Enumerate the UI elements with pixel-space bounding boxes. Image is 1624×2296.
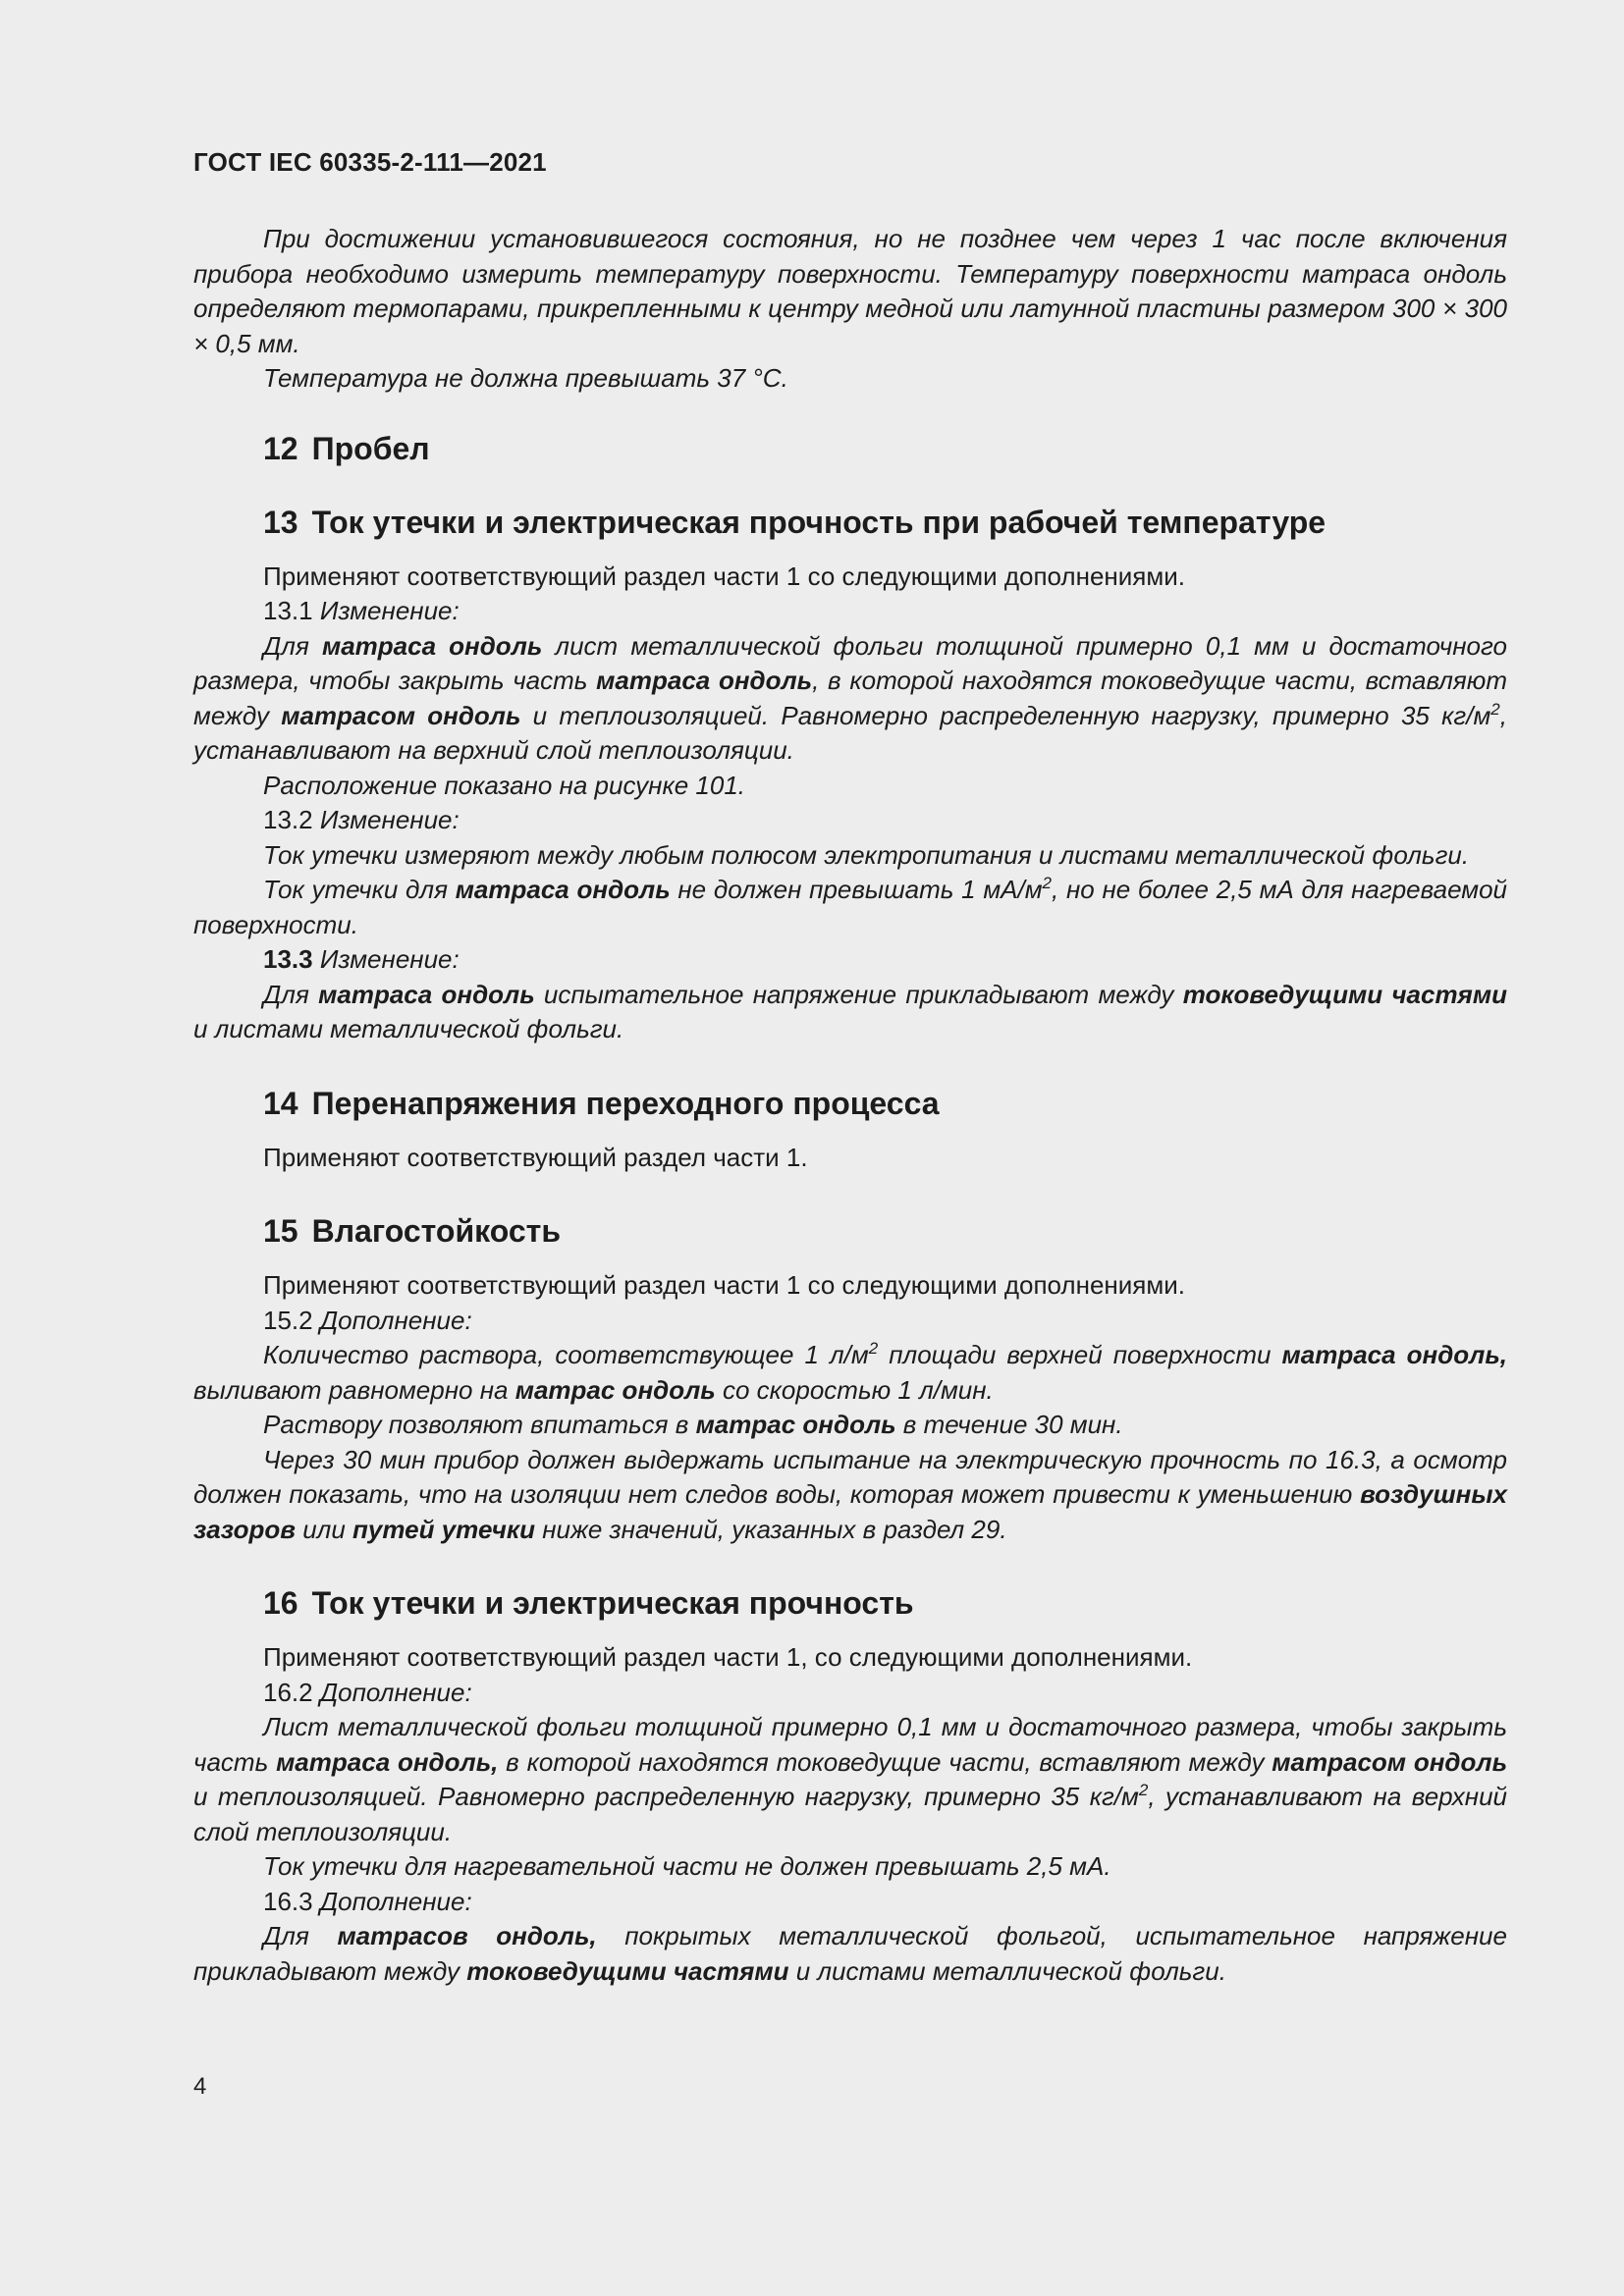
defined-term: матраса ондоль (596, 666, 813, 695)
text-run: Ток утечки для (263, 875, 456, 904)
text-run: или (296, 1514, 353, 1544)
defined-term: матраса ондоль, (276, 1746, 499, 1777)
superscript: 2 (1042, 874, 1053, 892)
clause-13-2-label (193, 803, 1507, 838)
text-run: площади верхней поверхности (878, 1340, 1282, 1369)
document-body (193, 222, 1507, 1989)
defined-term: матрасом ондоль (281, 700, 521, 730)
clause-number: 15.2 (263, 1305, 313, 1335)
text-run: в течение 30 мин. (895, 1410, 1123, 1439)
section-14-intro: Применяют соответствующий раздел части 1. (263, 1142, 808, 1172)
intro-temperature-limit: Температура не должна превышать 37 °С. (263, 363, 788, 393)
clause-number: 13.3 (263, 944, 313, 974)
defined-term: матрас ондоль (514, 1374, 716, 1405)
section-12-heading (193, 429, 1507, 468)
defined-term: матраса ондоль (321, 630, 543, 661)
section-14-heading (193, 1084, 1507, 1123)
text-run: покрытых металлической фольгой, испытательное напряжение прикладывают между (193, 1921, 1507, 1986)
clause-16-2-label (193, 1676, 1507, 1711)
superscript: 2 (1138, 1781, 1149, 1799)
clause-13-1-text (193, 629, 1507, 769)
clause-label: Изменение: (319, 805, 460, 834)
intro-paragraph: При достижении установившегося состояния, но не позднее чем через 1 час после включения прибора необходимо измерить температуру поверхности. Температуру поверхности матраса ондоль определяют термопарами, прикрепленными к центру медной или латунной пластины размером 300 × 300 × 0,5 мм. (193, 224, 1507, 358)
text-run: лист металлической фольги толщиной примерно 0,1 мм и достаточного размера, чтобы закрыть часть (193, 630, 1507, 695)
clause-label: Дополнение: (319, 1305, 472, 1335)
clause-number: 13.2 (263, 805, 313, 834)
defined-term: матрас ондоль (695, 1410, 896, 1439)
superscript: 2 (868, 1339, 879, 1358)
text-run: Через 30 мин прибор должен выдержать испытание на электрическую прочность по 16.3, а осмотр должен показать, что на изоляции нет следов воды, которая может привести к уменьшению (193, 1444, 1507, 1509)
defined-term: матрасов ондоль, (337, 1921, 597, 1950)
text-run: и листами металлической фольги. (193, 1014, 624, 1043)
clause-number: 16.2 (263, 1677, 313, 1707)
text-run: Для (263, 1921, 338, 1950)
defined-term: матраса ондоль, (1281, 1340, 1508, 1369)
section-number: 12 (263, 430, 298, 466)
section-title: Влагостойкость (311, 1213, 561, 1249)
text-run: Лист металлической фольги толщиной примерно 0,1 мм и достаточного размера, чтобы закрыть часть (193, 1712, 1507, 1777)
page-number: 4 (193, 2073, 207, 2100)
text-run: и теплоизоляцией. Равномерно распределенную нагрузку, примерно 35 кг/м (520, 700, 1491, 730)
clause-16-2-limit: Ток утечки для нагревательной части не должен превышать 2,5 мА. (263, 1851, 1111, 1881)
defined-term: матрасом ондоль (1272, 1746, 1508, 1777)
text-run: выливают равномерно на (193, 1374, 515, 1405)
clause-15-2-test (193, 1443, 1507, 1548)
text-run: и теплоизоляцией. Равномерно распределенную нагрузку, примерно 35 кг/м (193, 1782, 1139, 1811)
clause-number: 16.3 (263, 1886, 313, 1916)
clause-label: Дополнение: (319, 1886, 472, 1916)
clause-16-3-text (193, 1919, 1507, 1989)
clause-13-1-label (193, 594, 1507, 629)
section-number: 15 (263, 1213, 298, 1249)
section-15-intro: Применяют соответствующий раздел части 1 со следующими дополнениями. (263, 1270, 1185, 1300)
superscript: 2 (1490, 699, 1500, 719)
section-title: Перенапряжения переходного процесса (311, 1085, 940, 1121)
text-run: ниже значений, указанных в раздел 29. (534, 1514, 1007, 1544)
clause-16-3-label (193, 1885, 1507, 1920)
section-number: 16 (263, 1585, 298, 1621)
section-13-intro: Применяют соответствующий раздел части 1 со следующими дополнениями. (263, 561, 1185, 591)
defined-term: матраса ондоль (455, 875, 671, 904)
section-13-heading (193, 503, 1507, 542)
text-run: , устанавливают на верхний слой теплоизоляции. (193, 700, 1507, 765)
text-run: , но не более 2,5 мА для нагреваемой поверхности. (193, 875, 1507, 939)
clause-15-2-text (193, 1338, 1507, 1408)
defined-term: воздушных зазоров (193, 1479, 1507, 1544)
text-run: , устанавливают на верхний слой теплоизоляции. (193, 1782, 1507, 1846)
defined-term: матраса ондоль (318, 979, 535, 1009)
section-16-intro: Применяют соответствующий раздел части 1, со следующими дополнениями. (263, 1642, 1193, 1672)
section-title: Ток утечки и электрическая прочность при рабочей температуре (311, 504, 1326, 540)
clause-13-3-text (193, 978, 1507, 1047)
clause-label: Изменение: (319, 944, 460, 974)
section-title: Ток утечки и электрическая прочность (311, 1585, 914, 1621)
text-run: испытательное напряжение прикладывают между (534, 979, 1183, 1009)
clause-13-2-limit (193, 873, 1507, 942)
section-16-heading (193, 1583, 1507, 1623)
text-run: и листами металлической фольги. (788, 1955, 1226, 1986)
clause-16-2-text (193, 1710, 1507, 1849)
text-run: Количество раствора, соответствующее 1 л/м (263, 1340, 869, 1369)
section-15-heading (193, 1211, 1507, 1251)
text-run: Для (263, 979, 319, 1009)
text-run: не должен превышать 1 мА/м (670, 875, 1043, 904)
document-header: ГОСТ IEC 60335-2-111—2021 (193, 147, 547, 177)
text-run: в которой находятся токоведущие части, вставляют между (498, 1746, 1272, 1777)
text-run: Раствору позволяют впитаться в (263, 1410, 696, 1439)
text-run: , в которой находятся токоведущие части, вставляют между (193, 666, 1507, 730)
clause-label: Изменение: (319, 596, 460, 625)
clause-15-2-absorb (193, 1408, 1507, 1443)
clause-15-2-label (193, 1304, 1507, 1339)
section-number: 13 (263, 504, 298, 540)
clause-number: 13.1 (263, 596, 313, 625)
defined-term: токоведущими частями (466, 1955, 789, 1986)
defined-term: токоведущими частями (1182, 979, 1507, 1009)
section-number: 14 (263, 1085, 298, 1121)
clause-13-1-figure-ref: Расположение показано на рисунке 101. (263, 770, 746, 800)
clause-label: Дополнение: (319, 1677, 472, 1707)
clause-13-2-text: Ток утечки измеряют между любым полюсом электропитания и листами металлической фольги. (263, 839, 1470, 870)
text-run: со скоростью 1 л/мин. (715, 1374, 994, 1405)
text-run: Для (263, 630, 322, 661)
defined-term: путей утечки (352, 1514, 535, 1544)
clause-13-3-label (193, 942, 1507, 978)
section-title: Пробел (311, 430, 430, 466)
